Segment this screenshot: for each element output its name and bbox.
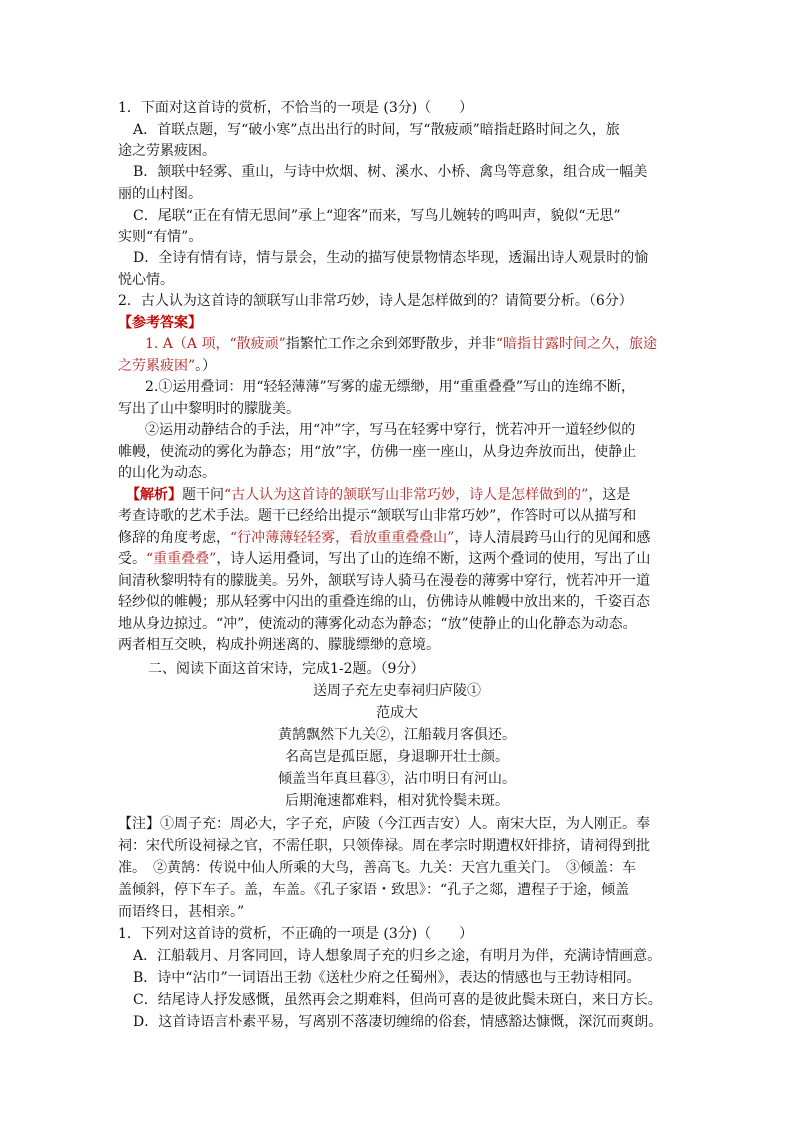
analysis-l1-a: 题干问: [182, 487, 224, 503]
analysis-line2: 考查诗歌的艺术手法。题干已经给出提示“颔联写山非常巧妙”，作答时可以从描写和: [118, 508, 637, 524]
analysis-l4-b: ，诗人运用叠词，写出了山的连绵不断，这两个叠词的使用，写出了山: [216, 551, 651, 567]
analysis-l4-quote: “重重叠叠”: [146, 551, 217, 567]
answer-1-mid: 指繁忙工作之余到郊野散步，并非: [285, 336, 496, 352]
q1-option-b-line2: 丽的山村图。: [118, 186, 202, 202]
note-line3: 准。 ②黄鹄：传说中仙人所乘的大鸟，善高飞。九关：天宫九重关门。 ③倾盖：车: [118, 860, 636, 876]
answer-2-line4: 帷幔，使流动的雾化为静态；用“放”字，仿佛一座一座山，从身边奔放而出，使静止: [118, 444, 637, 460]
q1-option-c-line2: 实则“有情”。: [118, 229, 203, 245]
note-line1: 【注】①周子充：周必大，字子充，庐陵（今江西吉安）人。南宋大臣，为人刚正。奉: [118, 816, 650, 832]
poem-line-3: 倾盖当年真旦暮③，沾巾明日有河山。: [278, 771, 516, 787]
q1-option-c-line1: C．尾联“正在有情无思间”承上“迎客”而来，写鸟儿婉转的鸣叫声，貌似“无思”: [133, 208, 621, 224]
q3-option-c: C．结尾诗人抒发感慨，虽然再会之期难料，但尚可喜的是彼此鬓未斑白，来日方长。: [133, 992, 662, 1008]
poem-line-2: 名高岂是孤臣愿，身退聊开壮士颜。: [285, 749, 509, 765]
answer-2-line3: ②运用动静结合的手法，用“冲”字，写马在轻雾中穿行，恍若冲开一道轻纱似的: [145, 422, 636, 438]
answer-1-quote1: “散疲顽”: [229, 336, 286, 352]
analysis-line5: 间清秋黎明特有的朦胧美。另外，颔联写诗人骑马在漫卷的薄雾中穿行，恍若冲开一道: [118, 573, 650, 589]
analysis-l1-b: ，这是: [588, 487, 631, 503]
poem-title: 送周子充左史奉祠归庐陵①: [313, 683, 481, 699]
answer-1-end: 。）: [195, 358, 217, 374]
poem-line-4: 后期淹速都难料，相对犹怜鬓未斑。: [285, 793, 509, 809]
analysis-line8: 两者相互交映，构成扑朔迷离的、朦胧缥缈的意境。: [118, 637, 440, 653]
analysis-l3-b: ，诗人清晨跨马山行的见闻和感: [454, 530, 651, 546]
analysis-l4-a: 受。: [118, 551, 146, 567]
q3-stem: 1．下列对这首诗的赏析，不正确的一项是 (3分)（ ）: [118, 926, 474, 942]
note-line5: 而语终日，甚相亲。”: [118, 904, 245, 920]
q1-option-d-line1: D．全诗有情有诗，情与景会，生动的描写使景物情态毕现，透漏出诗人观景时的愉: [133, 250, 649, 266]
note-line2: 祠：宋代所设祠禄之官，不需任职，只领俸禄。周在孝宗时期遭权奸排挤，请祠得到批: [118, 838, 650, 854]
q3-option-a: A．江船载月、月客同回，诗人想象周子充的归乡之途，有明月为伴，充满诗情画意。: [133, 948, 662, 964]
q1-option-b-line1: B．颔联中轻雾、重山，与诗中炊烟、树、溪水、小桥、禽鸟等意象，组合成一幅美: [133, 164, 648, 180]
answer-heading: 【参考答案】: [118, 315, 202, 331]
poem-line-1: 黄鹄飘然下九关②，江船载月客俱还。: [278, 727, 516, 743]
q1-option-a-line1: A．首联点题，写“破小寒”点出出行的时间，写“散疲顽”暗指赶路时间之久，旅: [133, 122, 620, 138]
analysis-line6: 轻纱似的帷幔；那从轻雾中闪出的重叠连绵的山，仿佛诗从帷幔中放出来的，千姿百态: [118, 594, 650, 610]
answer-1-line1: [145, 334, 657, 354]
answer-2-line2: 写出了山中黎明时的朦胧美。: [118, 401, 300, 417]
note-line4: 盖倾斜，停下车子。盖，车盖。《孔子家语・致思》：“孔子之郯，遭程子于途，倾盖: [118, 882, 630, 898]
answer-2-line5: 的山化为动态。: [118, 465, 216, 481]
analysis-line7: 地从身边掠过。“冲”，使流动的薄雾化动态为静态；“放”使静止的山化静态为动态。: [118, 616, 637, 632]
analysis-line1: [126, 485, 630, 505]
answer-1-line2: [118, 356, 216, 376]
analysis-line3: [118, 528, 650, 548]
q1-option-d-line2: 悦心情。: [118, 272, 174, 288]
answer-2-line1: 2.①运用叠词：用“轻轻薄薄”写雾的虚无缥缈，用“重重叠叠”写山的连绵不断，: [145, 379, 635, 395]
q1-option-a-line2: 途之劳累疲困。: [118, 143, 216, 159]
answer-1-prefix: 1. A（A 项，: [145, 336, 230, 352]
q3-option-d: D．这首诗语言朴素平易，写离别不落凄切缠绵的俗套，情感豁达慷慨，深沉而爽朗。: [133, 1014, 663, 1030]
answer-1-quote2: “暗指甘露时间之久，旅途: [495, 336, 657, 352]
analysis-tag: 【解析】: [126, 487, 182, 503]
q1-stem: 1．下面对这首诗的赏析，不恰当的一项是 (3分)（ ）: [118, 100, 474, 116]
poem-author: 范成大: [376, 705, 418, 721]
answer-1-line2-text: 之劳累疲困”: [118, 358, 196, 374]
analysis-line4: [118, 549, 650, 569]
analysis-l1-quote: “古人认为这首诗的颔联写山非常巧妙，诗人是怎样做到的”: [224, 487, 589, 503]
q2-stem: 2．古人认为这首诗的颔联写山非常巧妙，诗人是怎样做到的？请简要分析。（6分）: [118, 293, 633, 309]
analysis-l3-a: 修辞的角度考虑，: [118, 530, 230, 546]
q3-option-b: B．诗中“沾巾”一词语出王勃《送杜少府之任蜀州》，表达的情感也与王勃诗相同。: [133, 970, 641, 986]
analysis-l3-quote: “行冲薄薄轻轻雾，看放重重叠叠山”: [230, 530, 455, 546]
section2-heading: 二、阅读下面这首宋诗，完成1-2题。（9分）: [148, 661, 425, 677]
